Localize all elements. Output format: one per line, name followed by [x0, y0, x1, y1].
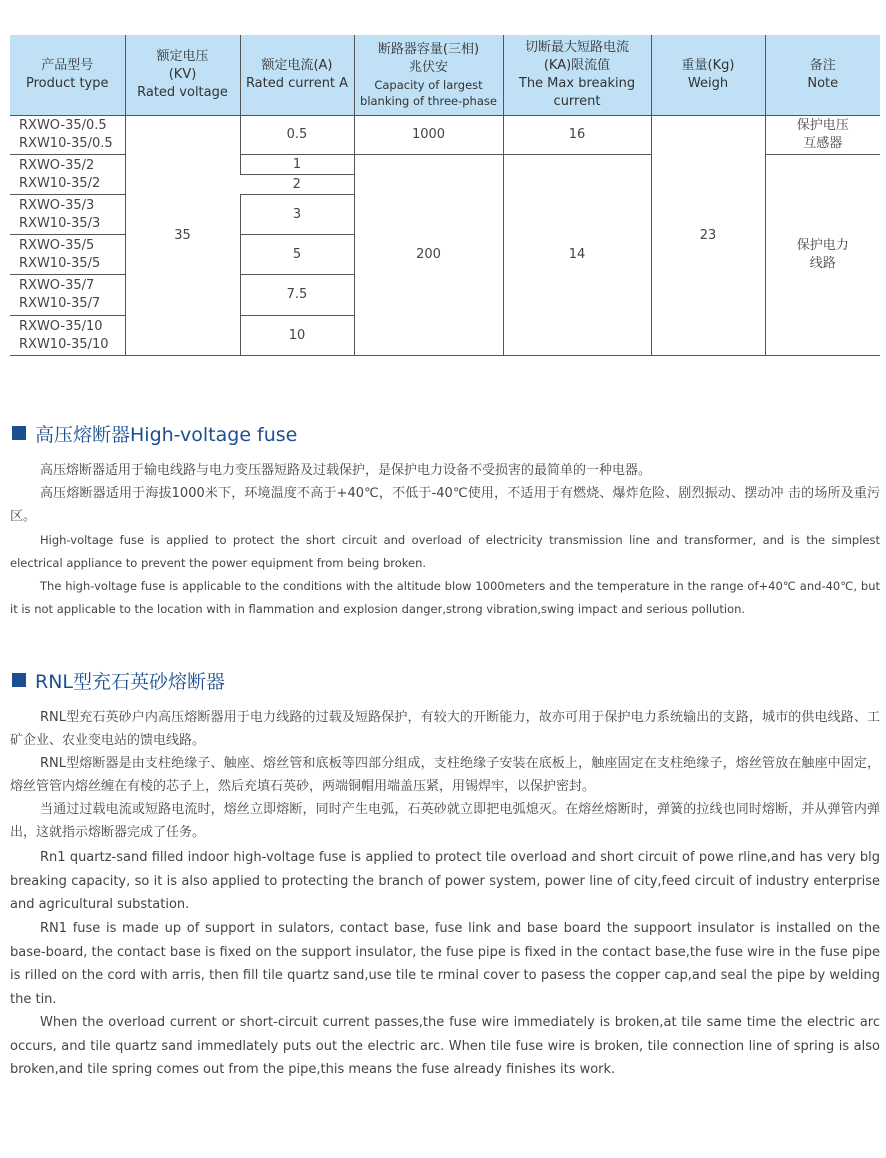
- header-note: 备注 Note: [765, 35, 880, 116]
- current-cell: 2: [240, 175, 354, 195]
- model-cell: RXWO-35/7 RXW10-35/7: [10, 275, 125, 316]
- note-cell: 保护电压 互感器: [765, 116, 880, 155]
- square-bullet-icon: [12, 673, 26, 687]
- header-product-type: 产品型号 Product type: [10, 35, 125, 116]
- paragraph: RNL型熔断器是由支柱绝缘子、触座、熔丝管和底板等四部分组成，支柱绝缘子安装在底板上，触座固定在支柱绝缘子，熔丝管放在触座中固定，熔丝管管内熔丝缠在有棱的芯子上，然后充填石英砂，两端铜帽用端盖压紧，用锡焊牢，以保护密封。: [10, 756, 880, 794]
- capacity-cell: 1000: [354, 116, 503, 155]
- section-title-high-voltage-fuse: 高压熔断器High-voltage fuse: [12, 421, 297, 445]
- current-cell: 7.5: [240, 275, 354, 316]
- paragraph: Rn1 quartz-sand filled indoor high-voltage fuse is applied to protect tile overload and short circuit of powe rline,and has very blg breaking capacity, so it is also applied to protecting the branch of power system, power line of city,feed circuit of industry enterprise and agricultural substation.: [10, 850, 880, 913]
- paragraph: 高压熔断器适用于海拔1000米下，环境温度不高于+40℃，不低于-40℃使用，不适用于有燃烧、爆炸危险、剧烈振动、摆动冲 击的场所及重污区。: [10, 486, 880, 524]
- breaking-cell: 16: [503, 116, 651, 155]
- current-cell: 0.5: [240, 116, 354, 155]
- paragraph: The high-voltage fuse is applicable to the conditions with the altitude blow 1000meters and the temperature in the range of+40℃ and-40℃, but it is not applicable to the location with in flammation and explosion danger,strong vibration,swing impact and serious pollution.: [10, 579, 880, 616]
- paragraph: RN1 fuse is made up of support in sulators, contact base, fuse link and base board the suppoort insulator is installed on the base-board, the contact base is fixed on the support insulator, the fuse pipe is fixed in the contact base,the fuse wire in the fuse pipe is rilled on the cord with arris, then fill tile quartz sand,use tile te rminal cover to pasess the copper cap,and seal the pipe by welding the tin.: [10, 921, 880, 1007]
- model-cell: RXWO-35/2 RXW10-35/2: [10, 155, 125, 195]
- header-rated-voltage: 额定电压 (KV) Rated voltage: [125, 35, 240, 116]
- paragraph: High-voltage fuse is applied to protect the short circuit and overload of electricity transmission line and transformer, and is the simplest electrical appliance to prevent the power equipment from being broken.: [10, 533, 880, 570]
- current-cell: 1: [240, 155, 354, 175]
- table-row: [10, 116, 880, 155]
- section-title-rnl-fuse: RNL型充石英砂熔断器: [12, 668, 225, 692]
- current-cell: 10: [240, 316, 354, 356]
- paragraph: 当通过过载电流或短路电流时，熔丝立即熔断，同时产生电弧，石英砂就立即把电弧熄灭。在熔丝熔断时，弹簧的拉线也同时熔断，并从弹管内弹出，这就指示熔断器完成了任务。: [10, 802, 880, 840]
- paragraph: When the overload current or short-circuit current passes,the fuse wire immediately is broken,at tile same time the electric arc occurs, and tile quartz sand immedlately puts out the electric arc. When tile fuse wire is broken, tile connection line of spring is also broken,and tile spring comes out from the pipe,this means the fuse already finishes its work.: [10, 1015, 880, 1078]
- capacity-cell: 200: [354, 155, 503, 356]
- paragraph: RNL型充石英砂户内高压熔断器用于电力线路的过载及短路保护，有较大的开断能力，故亦可用于保护电力系统输出的支路，城市的供电线路、工矿企业、农业变电站的馈电线路。: [10, 710, 880, 748]
- model-cell: RXWO-35/0.5 RXW10-35/0.5: [10, 116, 125, 155]
- square-bullet-icon: [12, 426, 26, 440]
- spec-table: [10, 35, 880, 356]
- current-cell: 3: [240, 195, 354, 235]
- voltage-cell: 35: [125, 116, 240, 356]
- breaking-cell: 14: [503, 155, 651, 356]
- header-capacity: 断路器容量(三相) 兆伏安 Capacity of largest blanking of three-phase: [354, 35, 503, 116]
- note-cell: 保护电力 线路: [765, 155, 880, 356]
- header-rated-current: 额定电流(A) Rated current A: [240, 35, 354, 116]
- model-cell: RXWO-35/5 RXW10-35/5: [10, 235, 125, 275]
- model-cell: RXWO-35/3 RXW10-35/3: [10, 195, 125, 235]
- weight-cell: 23: [651, 116, 765, 356]
- current-cell: 5: [240, 235, 354, 275]
- table-header-row: [10, 35, 880, 116]
- header-max-breaking: 切断最大短路电流 (KA)限流值 The Max breaking current: [503, 35, 651, 116]
- header-weight: 重量(Kg) Weigh: [651, 35, 765, 116]
- model-cell: RXWO-35/10 RXW10-35/10: [10, 316, 125, 356]
- paragraph: 高压熔断器适用于输电线路与电力变压器短路及过载保护，是保护电力设备不受损害的最简单的一种电器。: [40, 463, 652, 478]
